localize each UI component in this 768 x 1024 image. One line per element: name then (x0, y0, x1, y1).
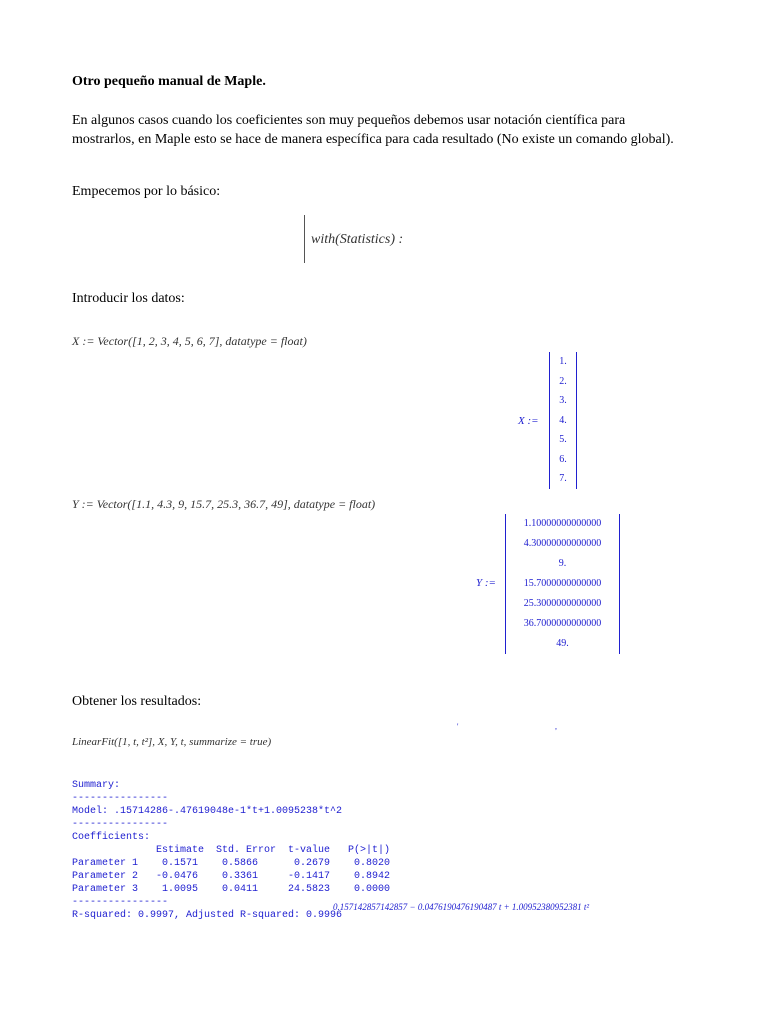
y-vector-command: Y := Vector([1.1, 4.3, 9, 15.7, 25.3, 36.7, 49], datatype = float) (72, 497, 376, 511)
vector-cell: 2. (559, 375, 567, 387)
summary-line: ---------------- (72, 897, 169, 908)
step-results-label: Obtener los resultados: (72, 694, 202, 709)
vector-cell: 6. (559, 453, 567, 465)
summary-line: Estimate Std. Error t-value P(>|t|) (72, 845, 391, 856)
summary-line: R-squared: 0.9997, Adjusted R-squared: 0.9996 (72, 910, 343, 921)
vector-cell: 15.7000000000000 (523, 578, 602, 589)
summary-line: ---------------- (72, 793, 169, 804)
vector-cell: 1. (559, 356, 567, 367)
summary-line: Parameter 2 -0.0476 0.3361 -0.1417 0.8942 (72, 871, 391, 882)
summary-line: ---------------- (72, 819, 169, 830)
document-title: Otro pequeño manual de Maple. (72, 74, 266, 89)
summary-line: Model: .15714286-.47619048e-1*t+1.0095238*t^2 (72, 806, 343, 817)
vector-cell: 36.7000000000000 (523, 618, 602, 629)
step-data-label: Introducir los datos: (72, 291, 185, 306)
summary-line: Summary: (72, 780, 121, 791)
intro-paragraph: En algunos casos cuando los coeficientes son muy pequeños debemos usar notación científica para mostrarlos, en Maple esto se hace de manera específica para cada resultado (No existe un comando global). (72, 113, 674, 147)
summary-line: Parameter 3 1.0095 0.0411 24.5823 0.0000 (72, 884, 391, 895)
linearfit-command: LinearFit([1, t, t²], X, Y, t, summarize = true) (72, 736, 272, 748)
x-vector-command: X := Vector([1, 2, 3, 4, 5, 6, 7], datatype = float) (72, 334, 307, 348)
vector-cell: 49. (556, 638, 569, 649)
linearfit-result: 0.157142857142857 − 0.0476190476190487 t + 1.00952380952381 t² (333, 902, 590, 912)
vector-cell: 5. (559, 434, 567, 445)
vector-cell: 3. (559, 395, 567, 406)
vector-cell: 4. (559, 414, 567, 426)
vector-cell: 4.30000000000000 (523, 538, 602, 549)
vector-cell: 1.10000000000000 (523, 518, 602, 529)
vector-cell: 7. (559, 473, 567, 484)
vector-cell: 9. (558, 558, 567, 569)
y-vector-output (505, 514, 620, 654)
stray-mark-1: ' (457, 722, 459, 731)
y-vector-label: Y := (476, 577, 496, 589)
stray-mark-2: , (555, 722, 557, 731)
step-basic-label: Empecemos por lo básico: (72, 184, 221, 199)
vector-cell: 25.3000000000000 (523, 598, 602, 609)
summary-line: Coefficients: (72, 832, 151, 843)
x-vector-label: X := (518, 415, 539, 427)
x-vector-output (549, 352, 577, 489)
summary-line: Parameter 1 0.1571 0.5866 0.2679 0.8020 (72, 858, 391, 869)
with-statistics-command: with(Statistics) : (311, 232, 404, 247)
maple-input-cursor (304, 215, 305, 263)
